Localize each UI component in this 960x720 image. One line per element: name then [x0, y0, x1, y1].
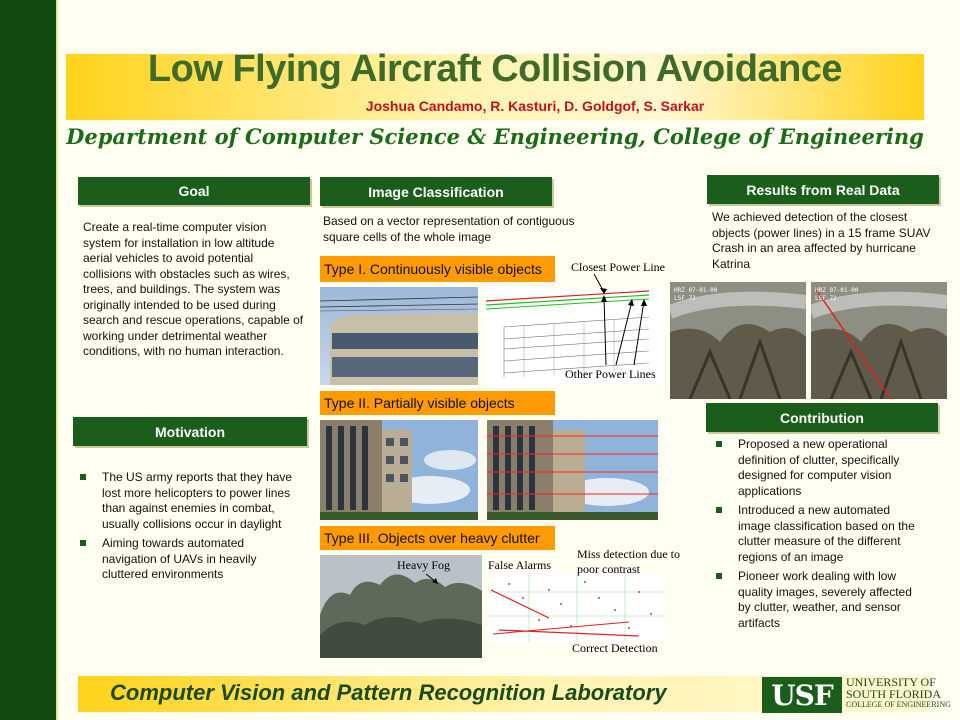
motivation-item-text: Aiming towards automated navigation of UAVs in heavily cluttered environments: [102, 536, 257, 581]
results-heading: Results from Real Data: [707, 175, 939, 204]
type1-building-photo: [320, 287, 478, 385]
goal-heading: Goal: [78, 177, 310, 205]
university-name: [846, 676, 951, 710]
university-line-2: SOUTH FLORIDA: [846, 687, 942, 701]
authors-line: Joshua Candamo, R. Kasturi, D. Goldgof, S. Sarkar: [365, 98, 705, 114]
university-line-1: UNIVERSITY OF: [846, 675, 936, 689]
contribution-item: [708, 569, 924, 631]
contribution-list: [708, 437, 924, 635]
type3-label: Type III. Objects over heavy clutter: [320, 526, 555, 550]
goal-body: Create a real-time computer vision system for installation in low altitude aerial vehicles to avoid potential collisions with obstacles such as wires, trees, and buildings. The system was originally intended to be used during search and rescue operations, capable of working under detrimental weather conditions, with no human interaction.: [83, 220, 304, 358]
type1-label: Type I. Continuously visible objects: [320, 256, 555, 282]
motivation-list: [72, 470, 294, 587]
motivation-item: [72, 536, 294, 583]
results-frame-left: [670, 282, 806, 399]
svg-text:LSF 72: LSF 72: [674, 295, 696, 302]
contribution-item-text: Pioneer work dealing with low quality images, severely affected by clutter, weather, and sensor artifacts: [738, 569, 912, 630]
type2-label: Type II. Partially visible objects: [320, 391, 555, 415]
correct-detection-annotation: Correct Detection: [572, 641, 658, 655]
heavy-fog-annotation: Heavy Fog: [397, 558, 450, 572]
miss-detection-annotation: Miss detection due to poor contrast: [577, 547, 680, 576]
left-sidebar-divider: [56, 0, 58, 720]
other-power-lines-annotation: Other Power Lines: [565, 367, 656, 381]
motivation-item: [72, 470, 294, 532]
left-sidebar-bar: [0, 0, 56, 720]
closest-power-line-annotation: Closest Power Line: [571, 260, 665, 274]
results-body: We achieved detection of the closest objects (power lines) in a 15 frame SUAV Crash in an area affected by hurricane Katrina: [712, 210, 931, 271]
motivation-heading: Motivation: [73, 417, 307, 446]
type3-detection-diagram: [489, 572, 665, 642]
contribution-item-text: Introduced a new automated image classification based on the clutter measure of the different regions of an image: [738, 503, 915, 564]
motivation-item-text: The US army reports that they have lost more helicopters to power lines than against enemies in combat, usually collisions occur in daylight: [102, 470, 293, 531]
svg-text:HRZ 07-01-00: HRZ 07-01-00: [815, 287, 859, 294]
results-frame-right: [811, 282, 947, 399]
contribution-item-text: Proposed a new operational definition of clutter, specifically designed for computer vision applications: [738, 437, 900, 498]
lab-name: Computer Vision and Pattern Recognition Laboratory: [110, 680, 667, 705]
closest-line-arrow-icon: [590, 272, 610, 296]
false-alarms-annotation: False Alarms: [488, 558, 551, 572]
usf-logo: USF: [762, 677, 842, 713]
bullet-square-icon: [716, 507, 722, 513]
bullet-square-icon: [80, 474, 86, 480]
classification-intro: Based on a vector representation of contiguous square cells of the whole image: [323, 214, 575, 244]
svg-text:LSF 72: LSF 72: [815, 295, 837, 302]
page-title: Low Flying Aircraft Collision Avoidance: [147, 48, 843, 90]
bullet-square-icon: [716, 441, 722, 447]
department-line: Department of Computer Science & Engineering, College of Engineering: [66, 124, 924, 149]
contribution-item: [708, 503, 924, 565]
bullet-square-icon: [80, 540, 86, 546]
type2-building-photo: [320, 420, 478, 520]
university-line-3: COLLEGE OF ENGINEERING: [846, 700, 951, 709]
type2-detection-photo: [487, 420, 658, 520]
bullet-square-icon: [716, 573, 722, 579]
svg-text:HRZ 07-01-00: HRZ 07-01-00: [674, 287, 718, 294]
classification-heading: Image Classification: [320, 177, 552, 206]
contribution-item: [708, 437, 924, 499]
fog-arrow-icon: [424, 572, 440, 586]
contribution-heading: Contribution: [706, 403, 938, 432]
